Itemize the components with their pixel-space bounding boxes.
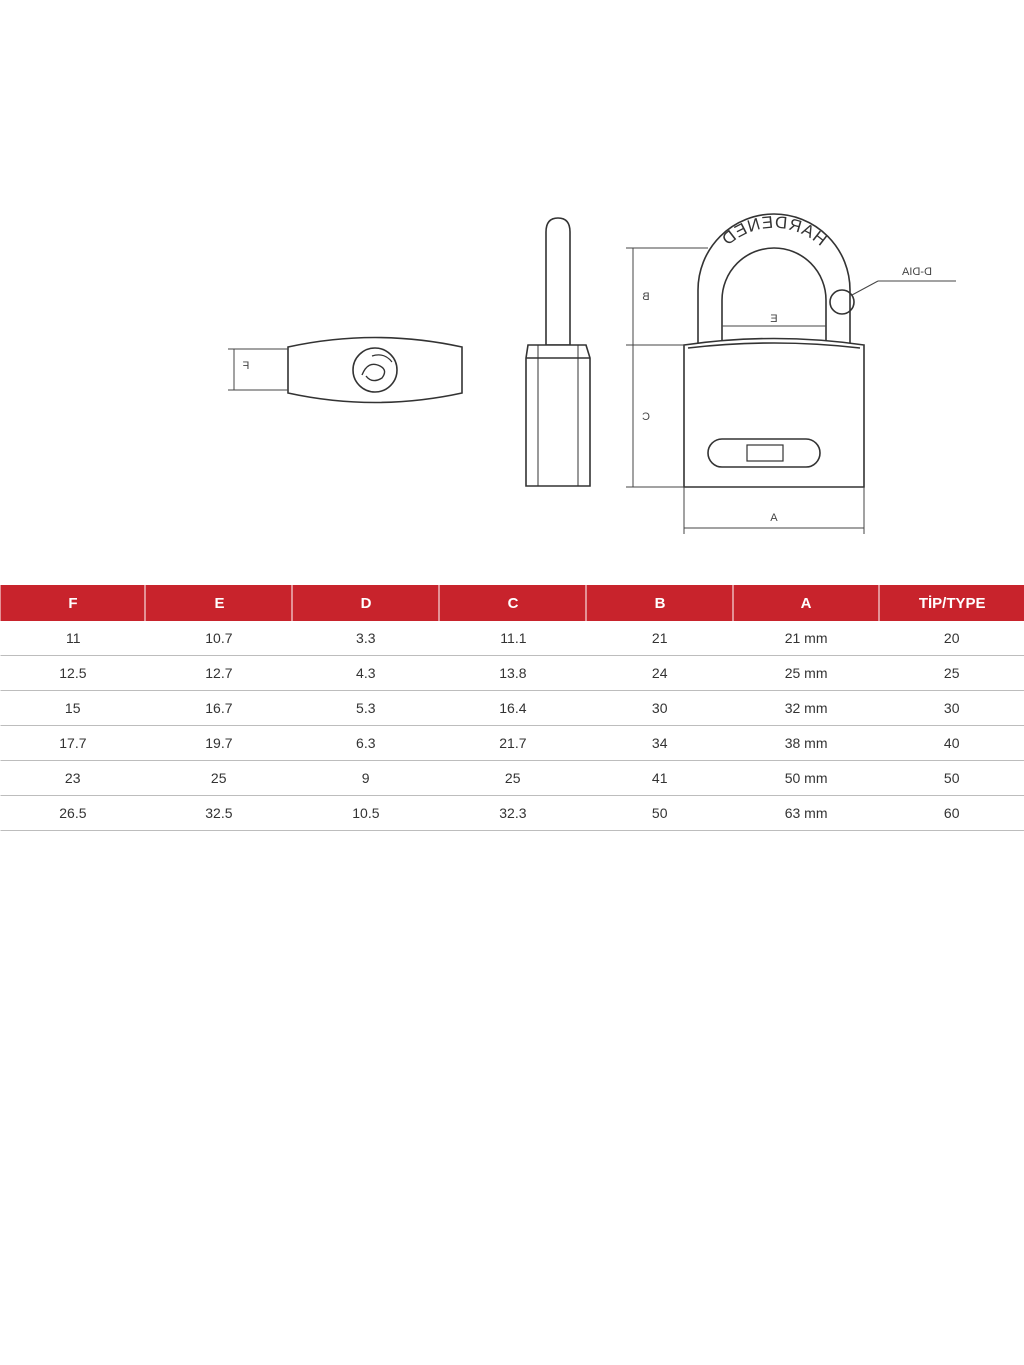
cell-d: 10.5 xyxy=(293,796,440,831)
dimension-a xyxy=(684,487,864,534)
cell-d: 6.3 xyxy=(293,726,440,761)
dimension-d-dia-leader xyxy=(852,281,956,295)
cell-b: 50 xyxy=(587,796,734,831)
key-top-view xyxy=(288,338,462,403)
cell-e: 32.5 xyxy=(146,796,293,831)
dimension-c xyxy=(626,345,684,487)
header-e: E xyxy=(146,585,293,621)
cell-d: 3.3 xyxy=(293,621,440,656)
cell-e: 25 xyxy=(146,761,293,796)
table-row xyxy=(1,656,1024,691)
cell-type: 30 xyxy=(880,691,1024,726)
cell-f: 17.7 xyxy=(1,726,146,761)
dimension-c-label: C xyxy=(642,411,650,423)
dimension-d-dia-label: D-DIA xyxy=(902,266,932,278)
dimension-e-label: E xyxy=(770,313,778,325)
svg-text:HARDENED: HARDENED xyxy=(717,212,831,250)
dimension-b-label: B xyxy=(642,291,650,303)
header-c: C xyxy=(440,585,587,621)
table-row xyxy=(1,621,1024,656)
cell-b: 21 xyxy=(587,621,734,656)
dimension-f-label: F xyxy=(242,360,250,372)
cell-a: 50 mm xyxy=(734,761,880,796)
cell-e: 16.7 xyxy=(146,691,293,726)
header-b: B xyxy=(587,585,734,621)
dimension-b xyxy=(626,248,708,345)
cell-e: 19.7 xyxy=(146,726,293,761)
table-row xyxy=(1,796,1024,831)
cell-type: 50 xyxy=(880,761,1024,796)
table-row xyxy=(1,691,1024,726)
cell-b: 34 xyxy=(587,726,734,761)
spec-table-container xyxy=(0,585,1024,831)
cell-a: 21 mm xyxy=(734,621,880,656)
cell-b: 24 xyxy=(587,656,734,691)
cell-c: 25 xyxy=(440,761,587,796)
spec-table xyxy=(0,585,1024,831)
cell-c: 11.1 xyxy=(440,621,587,656)
cell-a: 32 mm xyxy=(734,691,880,726)
cell-c: 13.8 xyxy=(440,656,587,691)
cell-c: 21.7 xyxy=(440,726,587,761)
dimension-a-label: A xyxy=(770,512,778,524)
padlock-front-view xyxy=(684,214,864,487)
cell-f: 23 xyxy=(1,761,146,796)
table-row xyxy=(1,761,1024,796)
padlock-technical-drawing xyxy=(0,0,1024,560)
cell-e: 10.7 xyxy=(146,621,293,656)
cell-f: 26.5 xyxy=(1,796,146,831)
cell-f: 12.5 xyxy=(1,656,146,691)
cell-c: 32.3 xyxy=(440,796,587,831)
cell-d: 9 xyxy=(293,761,440,796)
header-f: F xyxy=(1,585,146,621)
cell-d: 5.3 xyxy=(293,691,440,726)
cell-b: 30 xyxy=(587,691,734,726)
header-type: TİP/TYPE xyxy=(880,585,1024,621)
cell-type: 40 xyxy=(880,726,1024,761)
cell-type: 25 xyxy=(880,656,1024,691)
cell-a: 38 mm xyxy=(734,726,880,761)
header-d: D xyxy=(293,585,440,621)
hardened-stamp xyxy=(718,213,831,250)
cell-d: 4.3 xyxy=(293,656,440,691)
table-header-row xyxy=(1,585,1024,621)
cell-a: 63 mm xyxy=(734,796,880,831)
cell-f: 11 xyxy=(1,621,146,656)
padlock-side-view xyxy=(526,218,590,486)
cell-a: 25 mm xyxy=(734,656,880,691)
cell-c: 16.4 xyxy=(440,691,587,726)
cell-type: 20 xyxy=(880,621,1024,656)
cell-b: 41 xyxy=(587,761,734,796)
cell-f: 15 xyxy=(1,691,146,726)
cell-type: 60 xyxy=(880,796,1024,831)
cell-e: 12.7 xyxy=(146,656,293,691)
dimension-f xyxy=(228,349,288,390)
header-a: A xyxy=(734,585,880,621)
table-row xyxy=(1,726,1024,761)
